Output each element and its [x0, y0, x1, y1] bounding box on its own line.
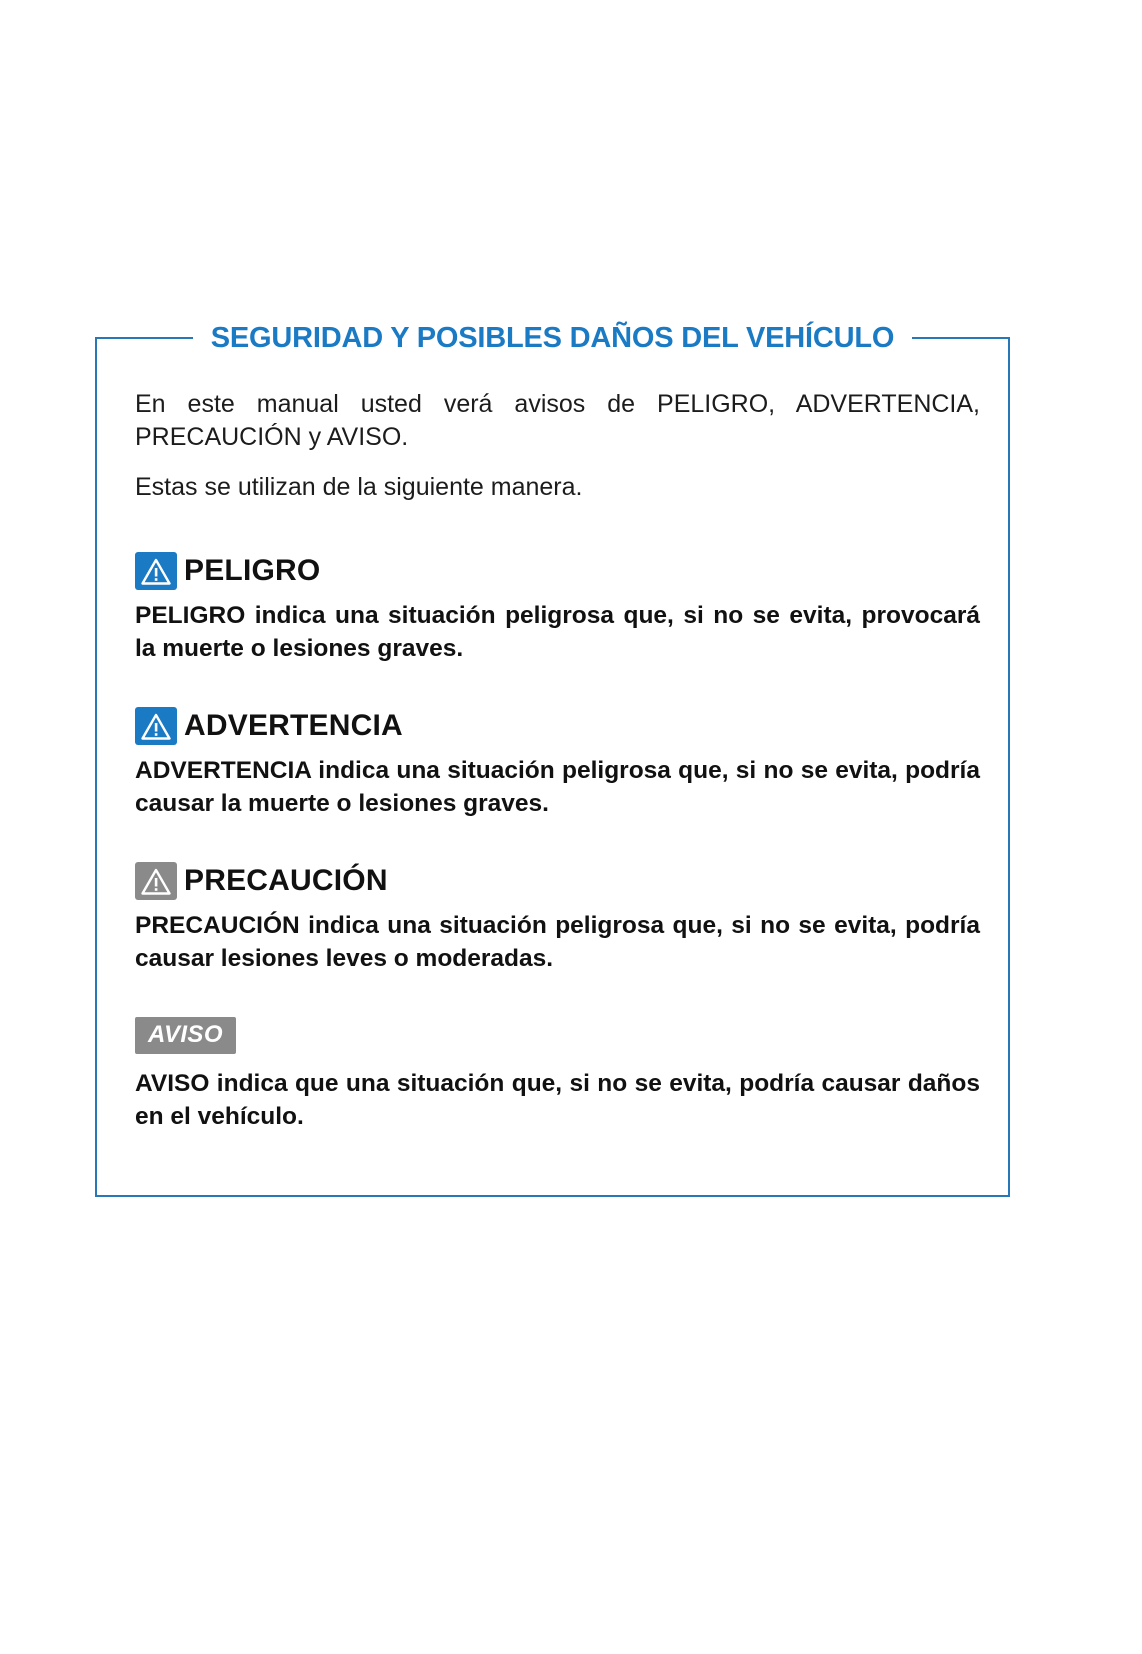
- caution-label-row: [135, 862, 980, 900]
- page-title: SEGURIDAD Y POSIBLES DAÑOS DEL VEHÍCULO: [193, 316, 913, 360]
- warning-triangle-icon: [135, 862, 177, 900]
- notice-block: [135, 1017, 980, 1133]
- caution-block: [135, 862, 980, 975]
- warning-label: ADVERTENCIA: [184, 709, 403, 743]
- danger-label: PELIGRO: [184, 554, 321, 587]
- notice-label-row: [135, 1017, 980, 1054]
- panel-content: [135, 388, 980, 1134]
- warning-triangle-icon: [135, 707, 177, 745]
- warning-block: [135, 707, 980, 820]
- warning-text: ADVERTENCIA indica una situación peligrosa que, si no se evita, podría causar la muerte o lesiones graves.: [135, 757, 980, 817]
- caution-label: PRECAUCIÓN: [184, 864, 388, 898]
- caution-text: PRECAUCIÓN indica una situación peligrosa que, si no se evita, podría causar lesiones leves o moderadas.: [135, 912, 980, 972]
- intro-paragraph-1: En este manual usted verá avisos de PELIGRO, ADVERTENCIA, PRECAUCIÓN y AVISO.: [135, 390, 980, 451]
- danger-text: PELIGRO indica una situación peligrosa que, si no se evita, provocará la muerte o lesiones graves.: [135, 602, 980, 662]
- danger-block: [135, 552, 980, 665]
- danger-label-row: [135, 552, 980, 590]
- warning-label-row: [135, 707, 980, 745]
- notice-text: AVISO indica que una situación que, si no se evita, podría causar daños en el vehículo.: [135, 1070, 980, 1131]
- intro-paragraph-2: Estas se utilizan de la siguiente manera.: [135, 473, 583, 501]
- notice-badge: AVISO: [135, 1017, 236, 1054]
- warning-triangle-icon: [135, 552, 177, 590]
